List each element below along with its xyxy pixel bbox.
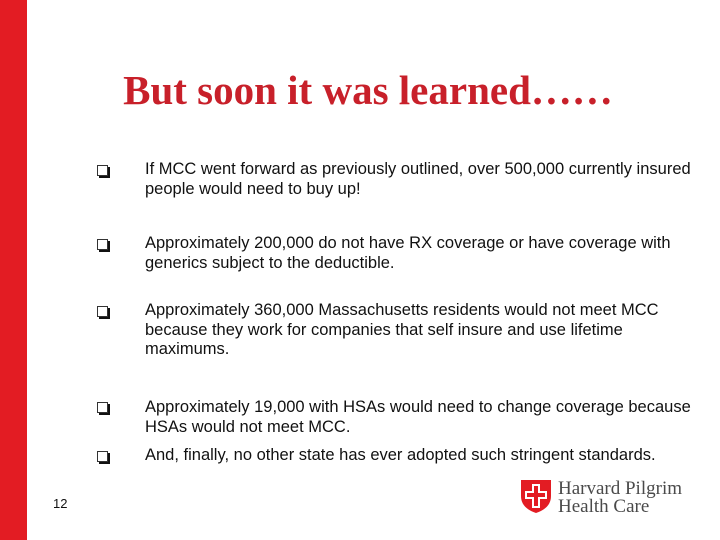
bullet-text: Approximately 19,000 with HSAs would need to change coverage because HSAs would not meet MCC. xyxy=(145,398,691,436)
bullet-checkbox-icon xyxy=(97,239,108,250)
bullet-checkbox-icon xyxy=(97,451,108,462)
bullet-checkbox-icon xyxy=(97,402,108,413)
bullet-text: Approximately 200,000 do not have RX coverage or have coverage with generics subject to the deductible. xyxy=(145,234,671,272)
slide-title: But soon it was learned…… xyxy=(123,67,613,113)
bullet-text: Approximately 360,000 Massachusetts residents would not meet MCC because they work for companies that self insure and use lifetime maximums. xyxy=(145,301,659,358)
bullet-checkbox-icon xyxy=(97,306,108,317)
bullet-text: And, finally, no other state has ever adopted such stringent standards. xyxy=(145,446,656,464)
shield-cross-icon xyxy=(518,478,554,514)
logo-line-2: Health Care xyxy=(558,496,650,517)
bullet-text: If MCC went forward as previously outlined, over 500,000 currently insured people would need to buy up! xyxy=(145,160,691,198)
bullet-checkbox-icon xyxy=(97,165,108,176)
harvard-pilgrim-logo xyxy=(518,478,708,518)
logo-line-1: Harvard Pilgrim xyxy=(558,478,683,499)
page-number: 12 xyxy=(53,496,68,511)
